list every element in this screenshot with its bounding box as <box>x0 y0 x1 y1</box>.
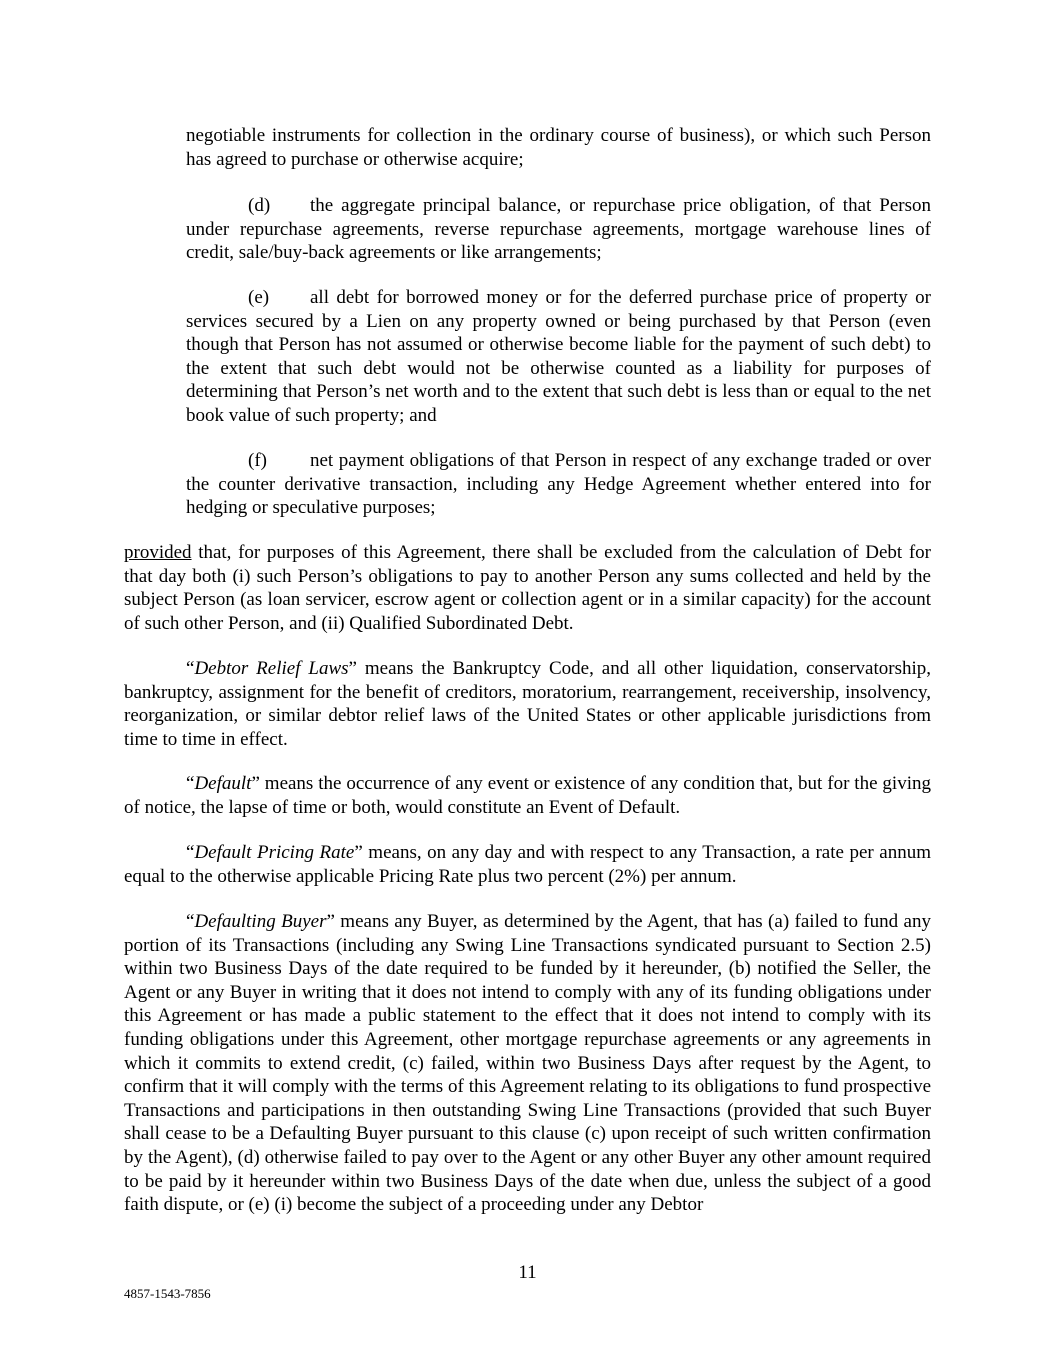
paragraph-item-f <box>186 449 931 520</box>
item-label-d: (d) <box>248 195 271 216</box>
page-number: 11 <box>518 1262 537 1283</box>
defined-term: Defaulting Buyer <box>194 911 327 932</box>
paragraph-provided <box>124 541 931 635</box>
definition-text: means, on any day and with respect to any Transaction, a rate per annum equal to the otherwise applicable Pricing Rate plus two percent (2%) per annum. <box>124 842 931 887</box>
paragraph-text: all debt for borrowed money or for the deferred purchase price of property or services secured by a Lien on any property owned or being purchased by that Person (even though that Person has not assumed or otherwise become liable for the payment of such debt) to the extent that such debt would not be otherwise counted as a liability for purposes of determining that Person’s net worth and to the extent that such debt is less than or equal to the net book value of such property; and <box>186 287 931 426</box>
paragraph-text: net payment obligations of that Person in respect of any exchange traded or over the counter derivative transaction, including any Hedge Agreement whether entered into for hedging or speculative purposes; <box>186 450 931 519</box>
item-label-f: (f) <box>248 450 267 471</box>
open-quote: “ <box>186 911 195 932</box>
defined-term: Debtor Relief Laws <box>194 658 349 679</box>
close-quote: ” <box>354 842 363 863</box>
defined-term: Default <box>194 773 252 794</box>
close-quote: ” <box>348 658 357 679</box>
open-quote: “ <box>186 658 195 679</box>
definition-defaulting-buyer <box>124 910 931 1217</box>
provided-term: provided <box>124 542 192 563</box>
paragraph-continuation <box>186 124 931 171</box>
definition-text: means the occurrence of any event or existence of any condition that, but for the giving of notice, the lapse of time or both, would constitute an Event of Default. <box>124 773 931 818</box>
document-id: 4857-1543-7856 <box>124 1286 211 1301</box>
open-quote: “ <box>186 773 195 794</box>
open-quote: “ <box>186 842 195 863</box>
definition-default-pricing-rate <box>124 841 931 888</box>
paragraph-text: that, for purposes of this Agreement, there shall be excluded from the calculation of Debt for that day both (i) such Person’s obligations to pay to another Person any sums collected and held by the subject Person (as loan servicer, escrow agent or collection agent or in a similar capacity) for the account of such other Person, and (ii) Qualified Subordinated Debt. <box>124 542 931 634</box>
definition-text: means the Bankruptcy Code, and all other liquidation, conservatorship, bankruptcy, assignment for the benefit of creditors, moratorium, rearrangement, receivership, insolvency, reorganization, or similar debtor relief laws of the United States or other applicable jurisdictions from time to time in effect. <box>124 658 931 750</box>
item-label-e: (e) <box>248 287 270 308</box>
paragraph-text: negotiable instruments for collection in the ordinary course of business), or which such Person has agreed to purchase or otherwise acquire; <box>186 125 931 170</box>
paragraph-text: the aggregate principal balance, or repurchase price obligation, of that Person under repurchase agreements, reverse repurchase agreements, mortgage warehouse lines of credit, sale/buy-back agreements or like arrangements; <box>186 195 931 264</box>
definition-debtor-relief-laws <box>124 657 931 751</box>
definition-default <box>124 772 931 819</box>
definition-text: means any Buyer, as determined by the Agent, that has (a) failed to fund any portion of its Transactions (including any Swing Line Transactions syndicated pursuant to Section 2.5) within two Business Days of the date required to be funded by it hereunder, (b) notified the Seller, the Agent or any Buyer in writing that it does not intend to comply with any of its funding obligations under this Agreement or has made a public statement to the effect that it does not intend to comply with its funding obligations under this Agreement, other mortgage repurchase agreements or any agreements in which it commits to extend credit, (c) failed, within two Business Days after request by the Agent, to confirm that it will comply with the terms of this Agreement relating to its obligations to fund prospective Transactions and participations in then outstanding Swing Line Transactions (provided that such Buyer shall cease to be a Defaulting Buyer pursuant to this clause (c) upon receipt of such written confirmation by the Agent), (d) otherwise failed to pay over to the Agent or any other Buyer any other amount required to be paid by it hereunder within two Business Days of the date when due, unless the subject of a good faith dispute, or (e) (i) become the subject of a proceeding under any Debtor <box>124 911 931 1216</box>
paragraph-item-d <box>186 194 931 265</box>
defined-term: Default Pricing Rate <box>194 842 355 863</box>
close-quote: ” <box>326 911 335 932</box>
close-quote: ” <box>251 773 260 794</box>
paragraph-item-e <box>186 286 931 428</box>
